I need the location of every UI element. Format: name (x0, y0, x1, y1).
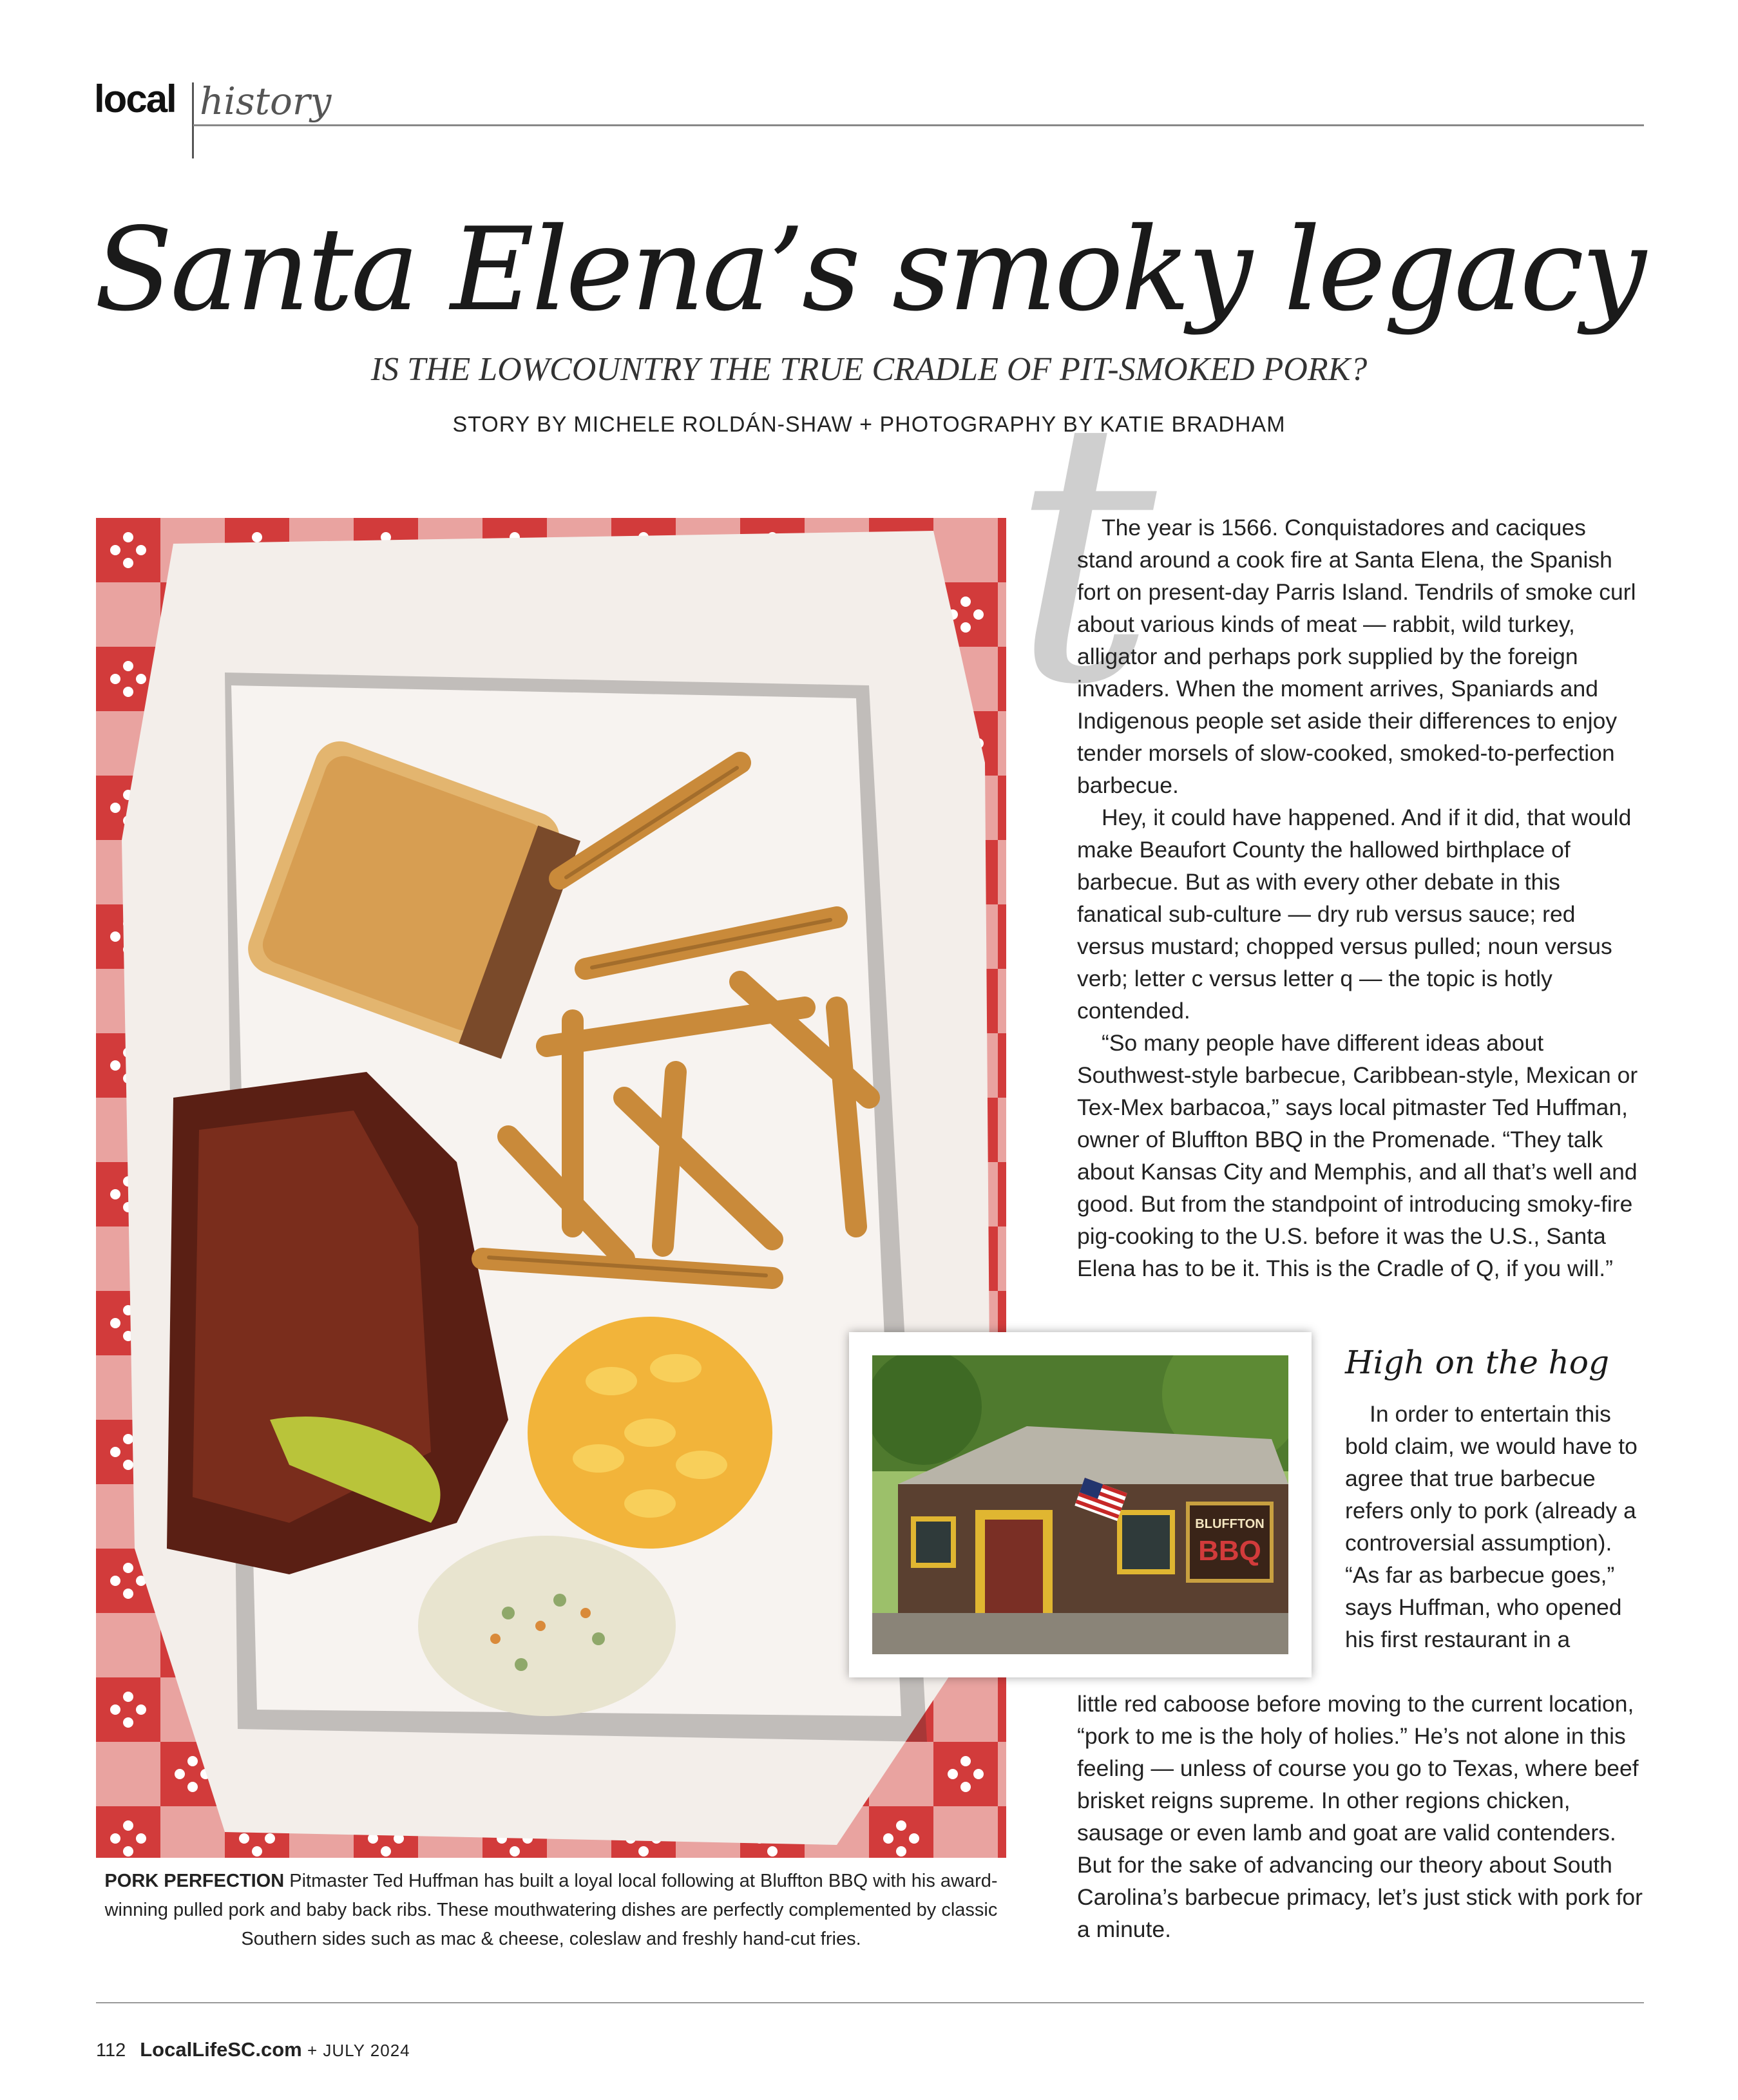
paragraph-4-part-1: In order to entertain this bold claim, we would have to agree that true barbecue refers only to pork (already a controversial assumption). “As far as barbecue goes,” says Huffman, who opened his first restaurant in a (1345, 1401, 1638, 1652)
footer-website: LocalLifeSC.com (140, 2038, 302, 2061)
inset-photo-restaurant (872, 1355, 1288, 1654)
article-dek: IS THE LOWCOUNTRY THE TRUE CRADLE OF PIT-SMOKED PORK? (370, 351, 1368, 388)
photo-caption (96, 1867, 1006, 1954)
inset-photo-frame (849, 1332, 1312, 1677)
caption-lead: PORK PERFECTION (104, 1871, 285, 1891)
footer-issue-date: + JULY 2024 (301, 2041, 410, 2060)
article-body-narrow (1345, 1398, 1645, 1656)
paragraph-2: Hey, it could have happened. And if it did, that would make Beaufort County the hallowed birthplace of barbecue. But as with every other debate in this fanatical sub-culture — dry rub versus sauce; red versus mustard; chopped versus pulled; noun versus verb; letter c versus letter q — the topic is hotly contended. (1077, 805, 1632, 1024)
section-divider (192, 82, 194, 158)
page-footer (96, 2039, 410, 2060)
section-label: local (94, 77, 176, 120)
article-title: Santa Elena’s smoky legacy (94, 203, 1644, 336)
sign-text-line2: BBQ (1198, 1535, 1261, 1567)
sign-text-line1: BLUFFTON (1195, 1517, 1265, 1531)
caption-text: Pitmaster Ted Huffman has built a loyal local following at Bluffton BBQ with his award-winning pulled pork and baby back ribs. These mouthwatering dishes are perfectly complemented by classic Southern sides such as mac & cheese, coleslaw and freshly hand-cut fries. (104, 1871, 998, 1949)
article-byline: STORY BY MICHELE ROLDÁN-SHAW + PHOTOGRAPHY BY KATIE BRADHAM (452, 412, 1286, 437)
footer-rule (96, 2002, 1644, 2003)
page-number: 112 (96, 2040, 126, 2061)
paragraph-3: “So many people have different ideas about Southwest-style barbecue, Caribbean-style, Mexican or Tex-Mex barbacoa,” says local pitmaster Ted Huffman, owner of Bluffton BBQ in the Promenade. “They talk about Kansas City and Memphis, and all that’s well and good. But from the standpoint of introducing smoky-fire pig-cooking to the U.S. before it was the U.S., Santa Elena has to be it. This is the Cradle of Q, if you will.” (1077, 1030, 1638, 1281)
article-body-bottom (1077, 1688, 1644, 1945)
article-body-top (1077, 511, 1644, 1284)
paragraph-4-part-2: little red caboose before moving to the current location, “pork to me is the holy of holies.” He’s not alone in this feeling — unless of course you go to Texas, where beef brisket reigns supreme. In other regions chicken, sausage or even lamb and goat are valid contenders. But for the sake of advancing our theory about South Carolina’s barbecue primacy, let’s just stick with pork for a minute. (1077, 1691, 1643, 1942)
drop-cap: t (1011, 344, 1157, 764)
paragraph-1: The year is 1566. Conquistadores and caciques stand around a cook fire at Santa Elena, the Spanish fort on present-day Parris Island. Tendrils of smoke curl about various kinds of meat — rabbit, wild turkey, alligator and perhaps pork supplied by the foreign invaders. When the moment arrives, Spaniards and Indigenous people set aside their differences to enjoy tender morsels of slow-cooked, smoked-to-perfection barbecue. (1077, 515, 1636, 798)
header-rule (193, 124, 1644, 126)
section-subhead: High on the hog (1345, 1344, 1609, 1381)
subsection-label: history (200, 79, 332, 123)
